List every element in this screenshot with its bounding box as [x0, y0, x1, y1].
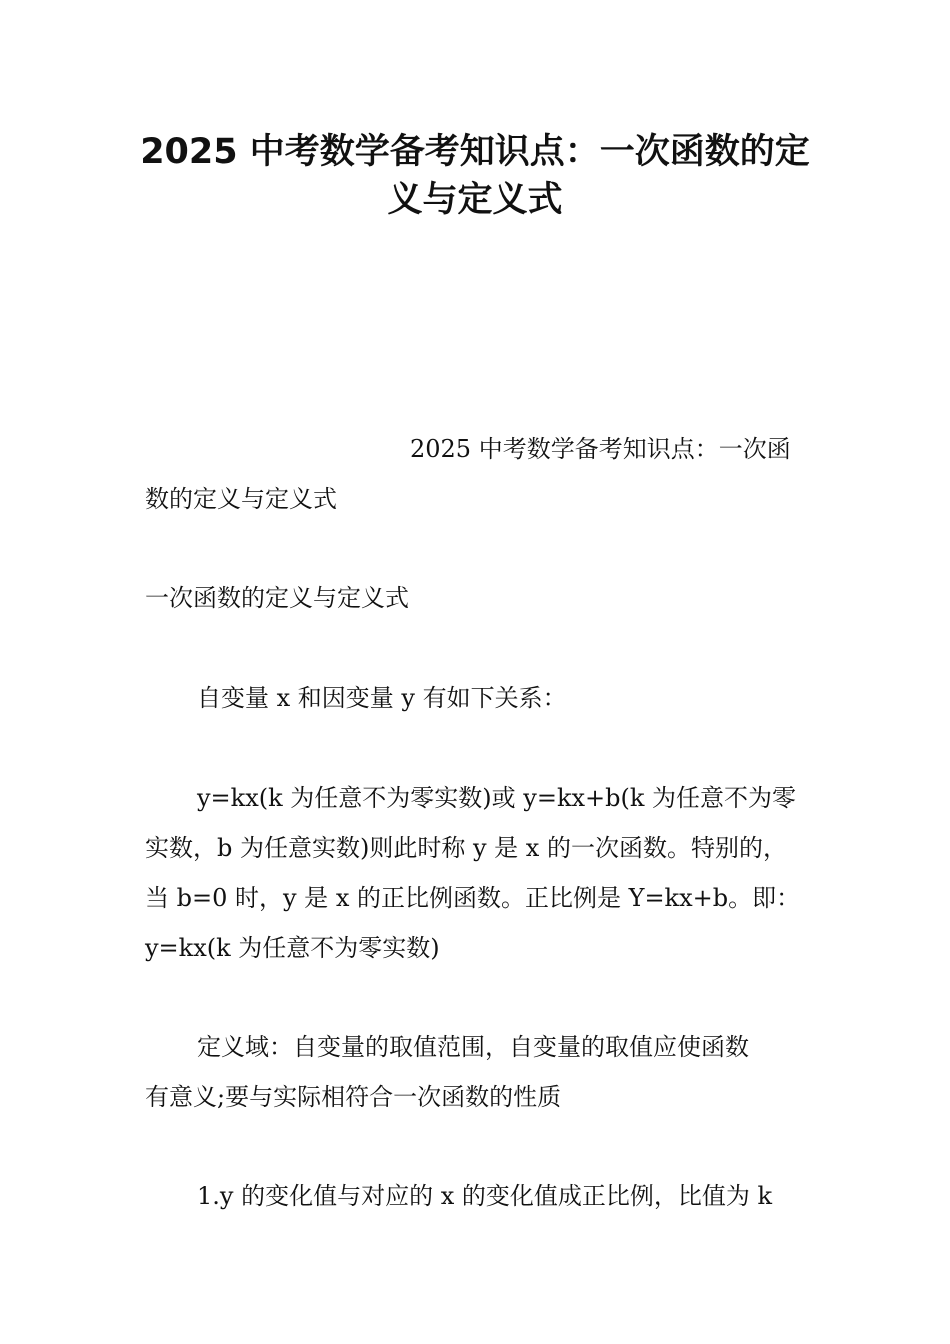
document-title-line-1: 2025 中考数学备考知识点：一次函数的定	[140, 132, 810, 172]
paragraph-line: 自变量 x 和因变量 y 有如下关系：	[197, 684, 567, 712]
paragraph-line: y=kx(k 为任意不为零实数)或 y=kx+b(k 为任意不为零	[197, 784, 797, 812]
paragraph-line: 1.y 的变化值与对应的 x 的变化值成正比例，比值为 k	[197, 1182, 773, 1210]
section-heading: 一次函数的定义与定义式	[145, 584, 409, 612]
subtitle-line-1: 2025 中考数学备考知识点：一次函	[410, 435, 791, 463]
paragraph-line: 实数，b 为任意实数)则此时称 y 是 x 的一次函数。特别的，	[145, 834, 787, 862]
paragraph-line: 有意义;要与实际相符合一次函数的性质	[145, 1083, 562, 1111]
paragraph-line: 当 b=0 时，y 是 x 的正比例函数。正比例是 Y=kx+b。即：	[145, 884, 801, 912]
subtitle-line-2: 数的定义与定义式	[145, 485, 337, 513]
paragraph-line: 定义域：自变量的取值范围，自变量的取值应使函数	[197, 1033, 749, 1061]
document-title-line-2: 义与定义式	[387, 180, 563, 220]
paragraph-line: y=kx(k 为任意不为零实数)	[145, 934, 440, 962]
